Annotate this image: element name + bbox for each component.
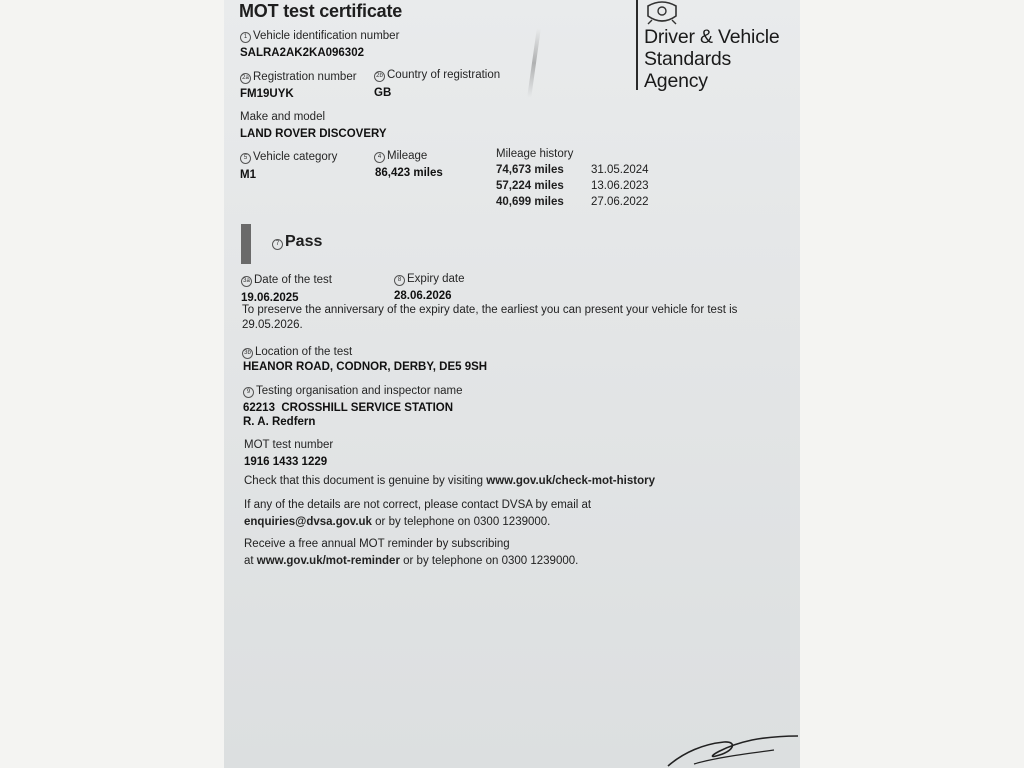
pass-label: Pass xyxy=(285,233,323,250)
mileage-history-label: Mileage history xyxy=(496,148,574,160)
field-number: 3a xyxy=(241,276,252,287)
country-label: 2b Country of registration xyxy=(374,69,500,82)
paper-crease xyxy=(527,28,541,98)
location-value: HEANOR ROAD, CODNOR, DERBY, DE5 9SH xyxy=(243,361,488,373)
result-marker xyxy=(241,224,251,264)
vehicle-category-value: M1 xyxy=(240,169,256,181)
mileage-history-row: 74,673 miles 31.05.2024 xyxy=(496,164,649,176)
field-number: 9 xyxy=(243,387,254,398)
page-title: MOT test certificate xyxy=(239,1,403,21)
field-number: 1 xyxy=(240,32,251,43)
contact-text: If any of the details are not correct, please contact DVSA by email at enquiries@dvsa.gov.uk or by telephone on 0300 1239000. xyxy=(244,499,592,528)
agency-name-line: Standards xyxy=(644,48,732,70)
registration-value: FM19UYK xyxy=(240,88,294,100)
mileage-label: 4 Mileage xyxy=(374,150,427,163)
field-number: 7 xyxy=(272,239,283,250)
field-number: 2a xyxy=(240,73,251,84)
mot-number-label: MOT test number xyxy=(244,439,334,451)
mileage-history-row: 57,224 miles 13.06.2023 xyxy=(496,180,649,192)
anniversary-note: To preserve the anniversary of the expiry date, the earliest you can present your vehicle for test is 29.05.2026. xyxy=(242,304,738,331)
organisation-label: 9 Testing organisation and inspector name xyxy=(243,385,463,398)
reminder-text: Receive a free annual MOT reminder by subscribing at www.gov.uk/mot-reminder or by telephone on 0300 1239000. xyxy=(244,538,579,567)
inspector-name: R. A. Redfern xyxy=(243,416,316,428)
vin-value: SALRA2AK2KA096302 xyxy=(240,47,364,59)
agency-name xyxy=(644,26,780,92)
check-mot-history-link[interactable]: www.gov.uk/check-mot-history xyxy=(486,475,655,487)
make-model-label: Make and model xyxy=(240,111,326,123)
field-number: 5 xyxy=(240,153,251,164)
test-date-value: 19.06.2025 xyxy=(241,292,299,304)
field-number: 2b xyxy=(374,71,385,82)
test-result xyxy=(272,233,322,251)
make-model-value: LAND ROVER DISCOVERY xyxy=(240,128,387,140)
location-label: 3b Location of the test xyxy=(242,346,352,359)
agency-divider xyxy=(636,0,638,90)
test-date-label: 3a Date of the test xyxy=(241,274,332,287)
mot-number-value: 1916 1433 1229 xyxy=(244,456,328,468)
vehicle-category-label: 5 Vehicle category xyxy=(240,151,337,164)
check-genuine-text: Check that this document is genuine by visiting www.gov.uk/check-mot-history xyxy=(244,475,655,487)
field-number: 8 xyxy=(394,275,405,286)
expiry-date-label: 8 Expiry date xyxy=(394,273,465,286)
organisation-value: 62213 CROSSHILL SERVICE STATION xyxy=(243,402,454,414)
dvsa-email-link[interactable]: enquiries@dvsa.gov.uk xyxy=(244,516,372,528)
vin-label: 1 Vehicle identification number xyxy=(240,30,399,43)
registration-label: 2a Registration number xyxy=(240,71,357,84)
expiry-date-value: 28.06.2026 xyxy=(394,290,452,302)
field-number: 3b xyxy=(242,348,253,359)
agency-name-line: Driver & Vehicle xyxy=(644,26,780,48)
mileage-history-row: 40,699 miles 27.06.2022 xyxy=(496,196,649,208)
mot-certificate-paper xyxy=(224,0,800,768)
country-value: GB xyxy=(374,87,392,99)
royal-crest-icon xyxy=(642,0,682,26)
agency-name-line: Agency xyxy=(644,70,708,92)
mot-reminder-link[interactable]: www.gov.uk/mot-reminder xyxy=(256,555,400,567)
mileage-value: 86,423 miles xyxy=(375,167,443,179)
field-number: 4 xyxy=(374,152,385,163)
signature-scribble xyxy=(664,730,800,768)
